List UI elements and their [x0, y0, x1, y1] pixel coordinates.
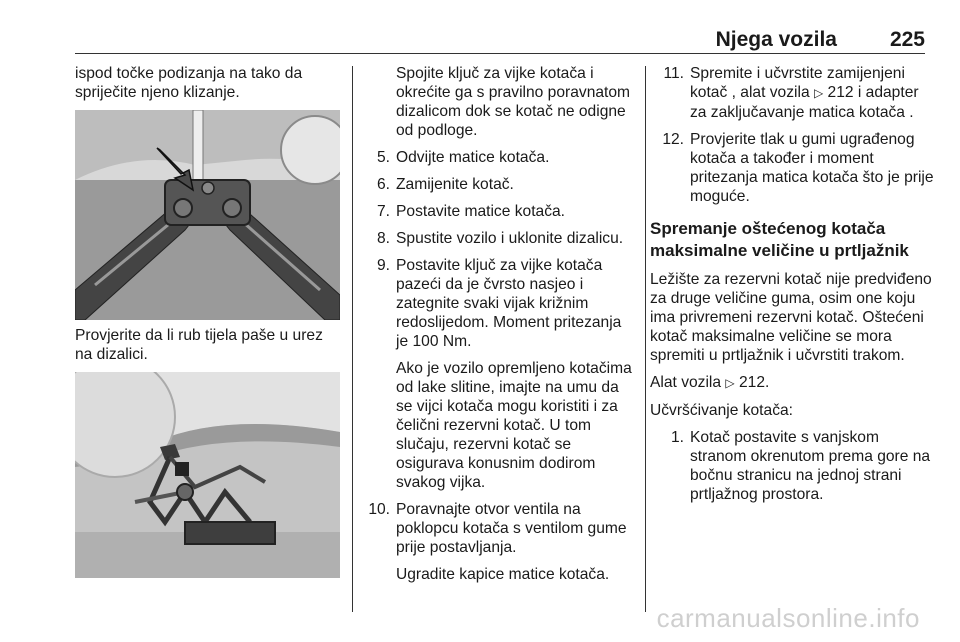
step-number: 12.	[662, 131, 684, 148]
step-text: Zamijenite kotač.	[396, 176, 514, 193]
step-number: 10.	[368, 501, 390, 518]
body-paragraph: Ležište za rezervni kotač nije predviđeno za druge veličine guma, osim one koju ima privremeni rezervni kotač. Oštećeni kotač maksimalne veličine se mora spremiti u prtljažnik i učvrstiti trakom.	[650, 271, 932, 364]
list-item	[356, 500, 636, 557]
page-reference-icon[interactable]: ▷	[725, 376, 735, 390]
step-text: Poravnajte otvor ventila na poklopcu kotača s ventilom gume prije postavljanja.	[396, 501, 627, 556]
column-divider-2	[645, 66, 646, 612]
list-item	[356, 148, 636, 167]
list-item	[356, 175, 636, 194]
step-number: 11.	[663, 65, 684, 82]
column-divider-1	[352, 66, 353, 612]
step-number: 1.	[670, 429, 684, 446]
page-number: 225	[889, 28, 925, 51]
step-number: 7.	[376, 203, 390, 220]
tools-text: Alat vozila	[650, 374, 726, 391]
section-heading: Spremanje oštećenog kotača maksimalne veličine u prtljažnik	[650, 219, 909, 260]
list-item	[650, 428, 935, 504]
step-text: Spustite vozilo i uklonite dizalicu.	[396, 230, 624, 247]
fastening-label: Učvršćivanje kotača:	[650, 402, 793, 419]
step-number: 8.	[376, 230, 390, 247]
list-item	[650, 64, 935, 122]
column-middle	[356, 64, 636, 592]
column-left	[75, 64, 340, 578]
tools-reference	[650, 373, 935, 393]
step-text	[690, 64, 935, 122]
step-number: 6.	[376, 176, 390, 193]
step-text: Provjerite tlak u gumi ugrađenog kotača a također i moment pritezanja matica kotača što je prije moguće.	[690, 131, 934, 205]
column-right	[650, 64, 935, 512]
list-item	[650, 130, 935, 206]
list-item	[356, 229, 636, 248]
intro-text: ispod točke podizanja na tako da spriječite njeno klizanje.	[75, 65, 303, 101]
tools-page: 212.	[734, 374, 770, 391]
step-text-part: 212 i adapter za zaključavanje matica kotača .	[690, 84, 919, 121]
step-text: Postavite matice kotača.	[396, 203, 566, 220]
figure-caption: Provjerite da li rub tijela paše u urez na dizalici.	[75, 327, 323, 363]
step-text: Kotač postavite s vanjskom stranom okrenutom prema gore na bočnu stranicu na jednoj strani prtljažnog prostora.	[690, 429, 931, 503]
step-4-continuation: Spojite ključ za vijke kotača i okrećite ga s pravilno poravnatom dizalicom dok se kotač ne odigne od podloge.	[396, 65, 631, 139]
step-text: Postavite ključ za vijke kotača pazeći da je čvrsto nasjeo i zategnite svaki vijak križnim redoslijedom. Moment pritezanja je 100 Nm.	[396, 257, 622, 350]
page-reference-icon[interactable]: ▷	[813, 86, 824, 100]
step-text-part: Spremite i učvrstite zamijenjeni kotač , alat vozila	[690, 65, 905, 101]
watermark: carmanualsonline.info	[656, 603, 920, 633]
section-title: Njega vozila	[715, 28, 837, 51]
page-header	[75, 22, 925, 54]
list-item	[356, 256, 636, 351]
jack-closeup-figure	[75, 110, 340, 320]
step-9-note: Ako je vozilo opremljeno kotačima od lake slitine, imajte na umu da se vijci kotača mogu koristiti i za čelični rezervni kotač. U tom slučaju, rezervni kotač se osigurava konusnim dodirom svakog vijka.	[396, 360, 632, 491]
step-number: 9.	[376, 257, 390, 274]
step-text: Odvijte matice kotača.	[396, 149, 550, 166]
step-10-note: Ugradite kapice matice kotača.	[396, 566, 610, 583]
list-item	[356, 202, 636, 221]
jack-under-car-figure	[75, 372, 340, 578]
step-number: 5.	[376, 149, 390, 166]
